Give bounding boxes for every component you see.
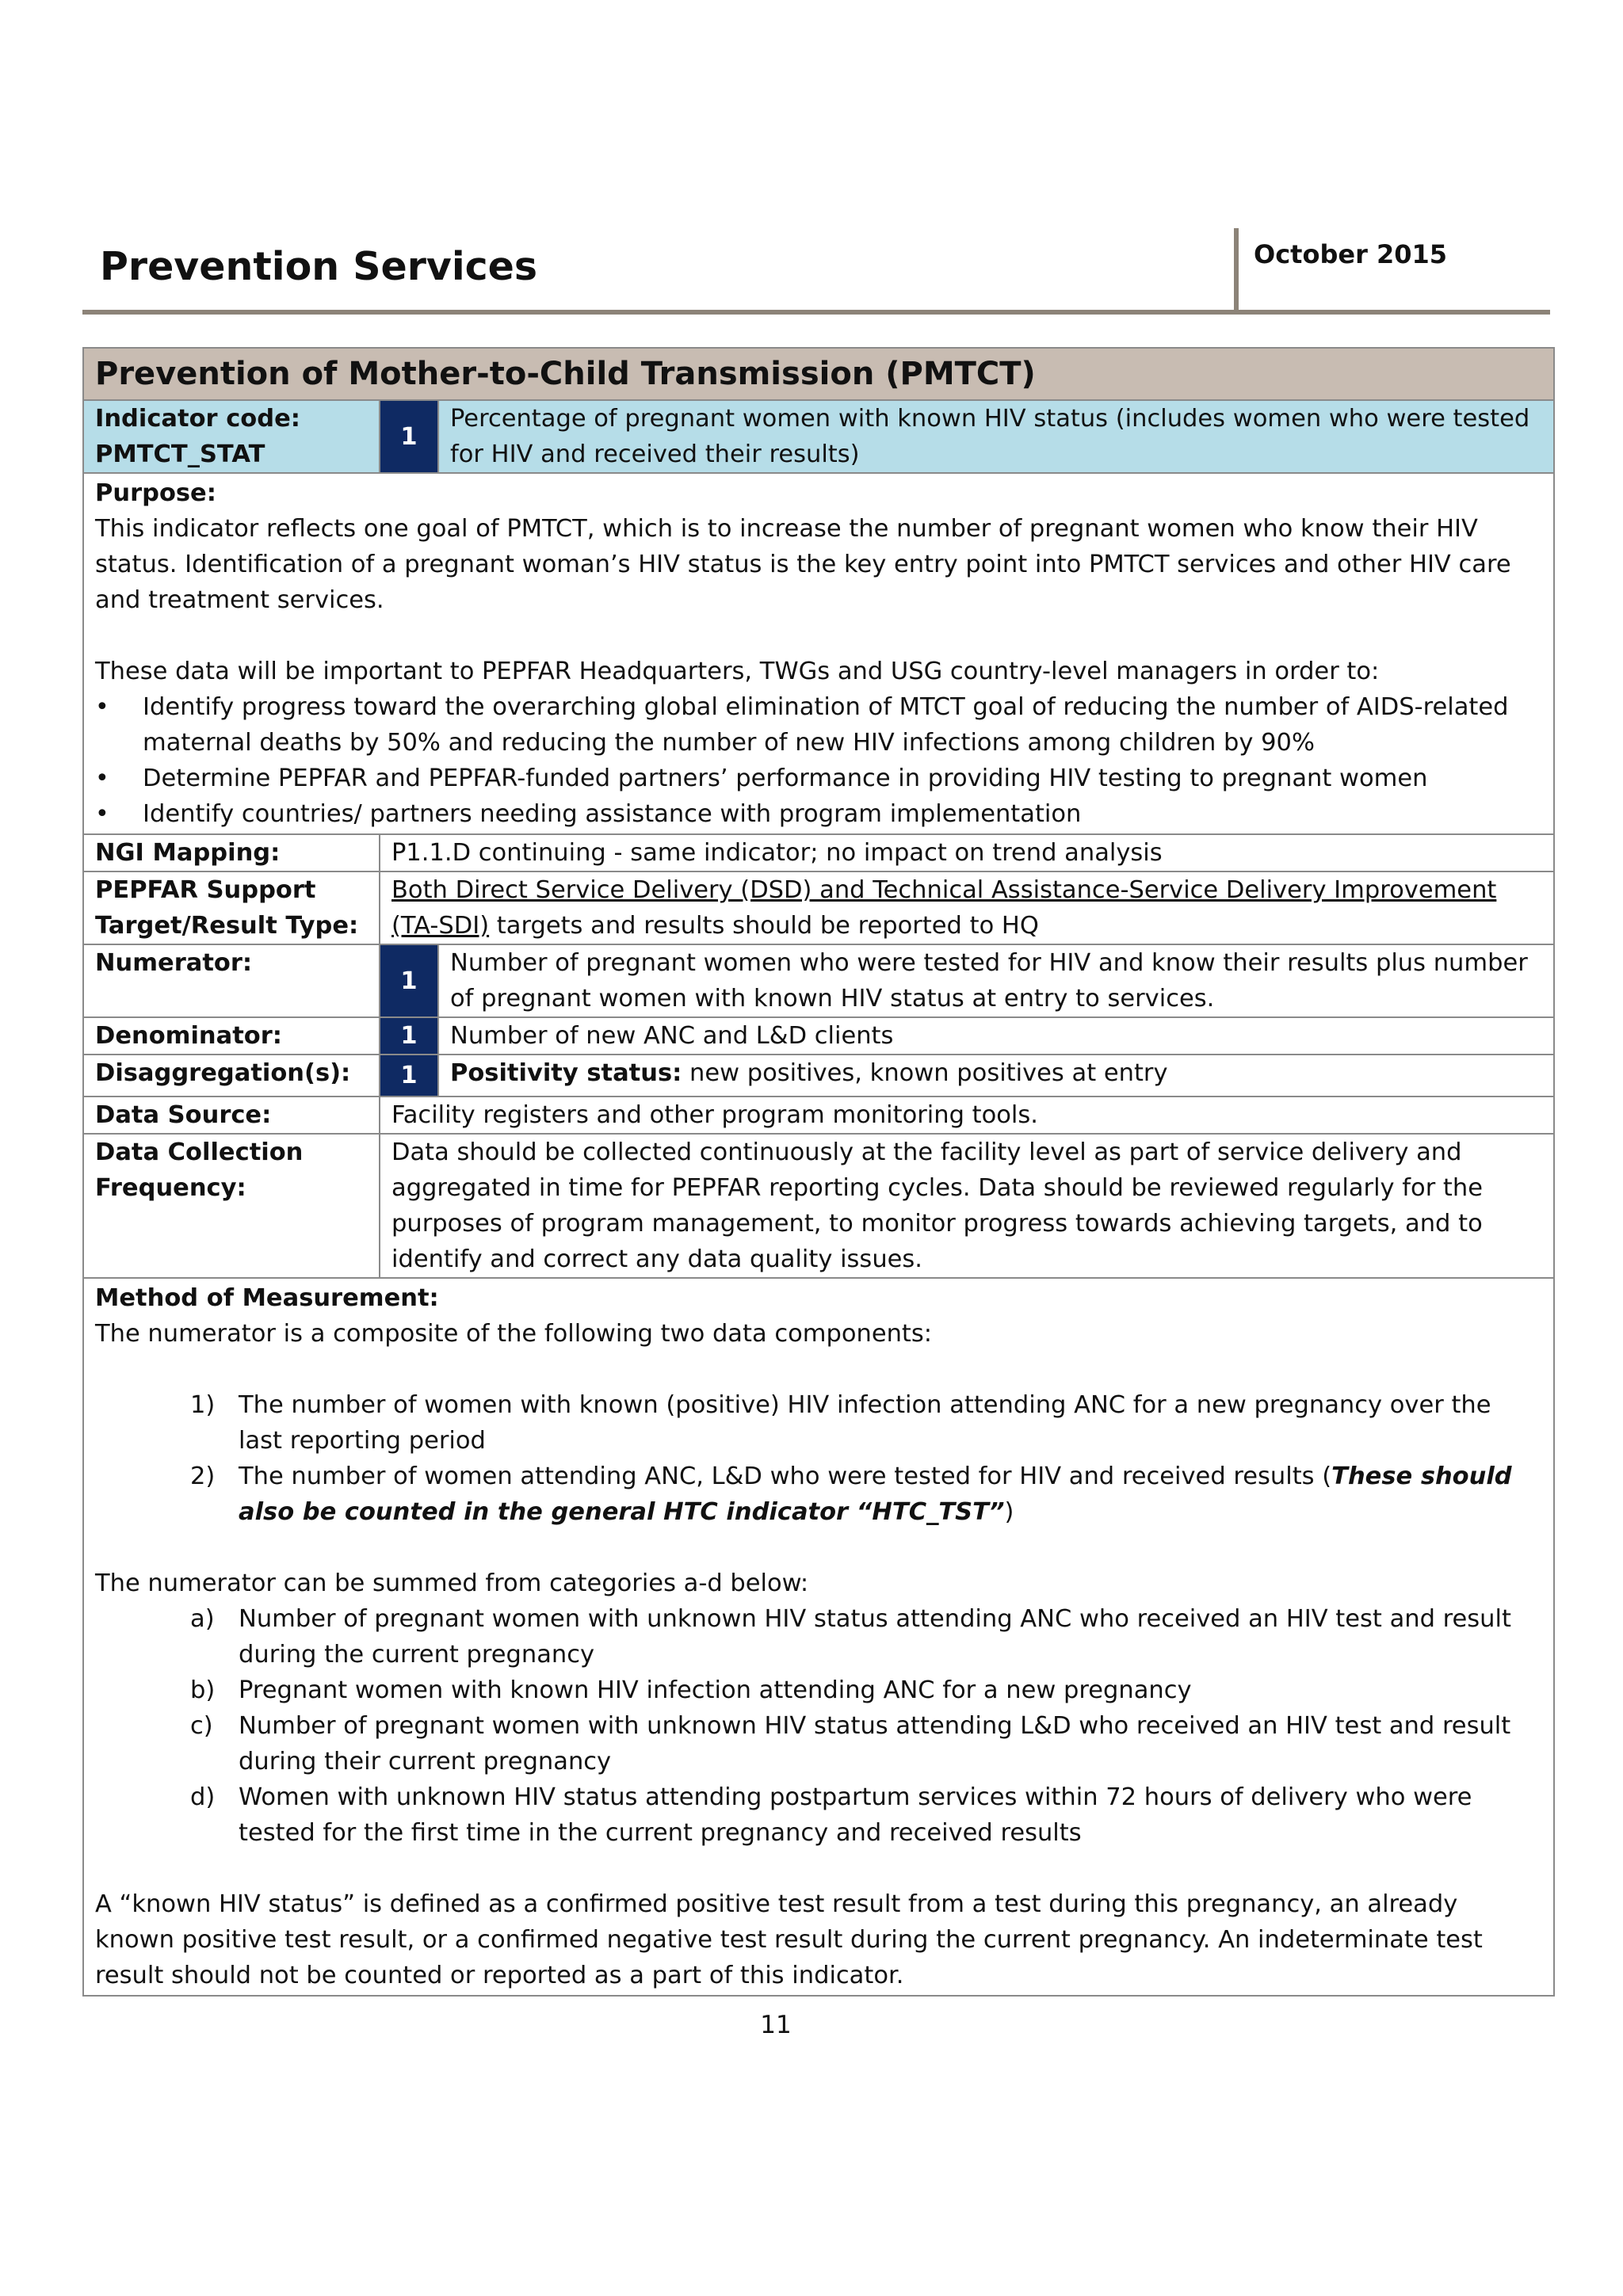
section-title: Prevention of Mother-to-Child Transmission (PMTCT): [83, 348, 1554, 400]
support-underlined-text: Both Direct Service Delivery (DSD) and Technical Assistance-Service Delivery Improvement (TA-SDI): [391, 876, 1497, 940]
data-source-value: Facility registers and other program monitoring tools.: [380, 1097, 1554, 1134]
list-item: [95, 1601, 1542, 1672]
method-intro: The numerator is a composite of the following two data components:: [95, 1320, 933, 1348]
method-cell: [83, 1278, 1554, 1996]
list-item-text: Number of pregnant women with unknown HIV status attending L&D who received an HIV test and result during their current pregnancy: [239, 1712, 1511, 1775]
numerator-badge: 1: [380, 944, 438, 1017]
spacer: [95, 1352, 1542, 1387]
support-row: [83, 871, 1554, 944]
list-marker: b): [190, 1676, 216, 1704]
indicator-code: PMTCT_STAT: [95, 441, 265, 468]
method-label: Method of Measurement:: [95, 1284, 439, 1312]
denominator-label: Denominator:: [83, 1017, 380, 1055]
disaggregation-rest-text: new positives, known positives at entry: [682, 1059, 1168, 1087]
list-item: [95, 1459, 1542, 1530]
purpose-paragraph-1: This indicator reflects one goal of PMTCT, which is to increase the number of pregnant women who know their HIV status. Identification of a pregnant woman’s HIV status is the key entry point into PMTCT services and other HIV care and treatment services.: [95, 515, 1511, 614]
purpose-cell: [83, 473, 1554, 834]
page-header: [82, 228, 1550, 315]
list-item-text: The number of women with known (positive) HIV infection attending ANC for a new pregnancy over the last reporting period: [239, 1391, 1491, 1455]
denominator-row: [83, 1017, 1554, 1055]
spacer: [95, 618, 1542, 654]
numerator-value: Number of pregnant women who were tested for HIV and know their results plus number of pregnant women with known HIV status at entry to services.: [438, 944, 1554, 1017]
page-number: 11: [760, 2011, 792, 2039]
indicator-badge: 1: [380, 400, 438, 473]
ngi-value: P1.1.D continuing - same indicator; no impact on trend analysis: [380, 834, 1554, 871]
list-item: [95, 1708, 1542, 1779]
list-item-tail: ): [1004, 1498, 1014, 1526]
list-marker: c): [190, 1712, 213, 1740]
purpose-row: [83, 473, 1554, 834]
frequency-value: Data should be collected continuously at the facility level as part of service delivery and aggregated in time for PEPFAR reporting cycles. Data should be reviewed regularly for the purposes of program management, to monitor progress towards achieving targets, and to identify and correct any data quality issues.: [380, 1134, 1554, 1278]
disaggregation-bold-text: Positivity status:: [450, 1059, 682, 1087]
indicator-label-cell: [83, 400, 380, 473]
numerator-label: Numerator:: [83, 944, 380, 1017]
list-item-text: Pregnant women with known HIV infection attending ANC for a new pregnancy: [239, 1676, 1192, 1704]
section-header-row: [83, 348, 1554, 400]
page-title: Prevention Services: [100, 244, 538, 289]
list-item: • Determine PEPFAR and PEPFAR-funded partners’ performance in providing HIV testing to pregnant women: [95, 761, 1542, 796]
component-list: [95, 1387, 1542, 1530]
purpose-label: Purpose:: [95, 479, 216, 507]
disaggregation-label: Disaggregation(s):: [83, 1055, 380, 1097]
support-label: PEPFAR Support Target/Result Type:: [83, 871, 380, 944]
spacer: [95, 1530, 1542, 1566]
sum-intro: The numerator can be summed from categories a-d below:: [95, 1569, 809, 1597]
disaggregation-badge: 1: [380, 1055, 438, 1097]
list-marker: a): [190, 1605, 215, 1633]
purpose-paragraph-2: These data will be important to PEPFAR Headquarters, TWGs and USG country-level managers in order to:: [95, 658, 1380, 685]
frequency-row: [83, 1134, 1554, 1278]
numerator-row: [83, 944, 1554, 1017]
frequency-label: Data Collection Frequency:: [83, 1134, 380, 1278]
list-item-text: Women with unknown HIV status attending postpartum services within 72 hours of delivery who were tested for the first time in the current pregnancy and received results: [239, 1783, 1472, 1847]
data-source-label: Data Source:: [83, 1097, 380, 1134]
list-item-text: The number of women attending ANC, L&D who were tested for HIV and received results (: [239, 1463, 1332, 1490]
list-item-emphasis: These should also be counted in the general HTC indicator “HTC_TST”: [239, 1463, 1512, 1526]
support-value: [380, 871, 1554, 944]
data-source-row: [83, 1097, 1554, 1134]
list-marker: d): [190, 1783, 216, 1811]
category-list: [95, 1601, 1542, 1851]
method-row: [83, 1278, 1554, 1996]
denominator-value: Number of new ANC and L&D clients: [438, 1017, 1554, 1055]
list-item-text: Number of pregnant women with unknown HIV status attending ANC who received an HIV test and result during the current pregnancy: [239, 1605, 1511, 1669]
list-item: • Identify countries/ partners needing assistance with program implementation: [95, 796, 1542, 832]
list-marker: 1): [190, 1391, 216, 1419]
disaggregation-value: [438, 1055, 1554, 1097]
indicator-description: Percentage of pregnant women with known HIV status (includes women who were tested for HIV and received their results): [438, 400, 1554, 473]
known-status-definition: A “known HIV status” is defined as a confirmed positive test result from a test during this pregnancy, an already known positive test result, or a confirmed negative test result during the current pregnancy. An indeterminate test result should not be counted or reported as a part of this indicator.: [95, 1890, 1483, 1989]
ngi-label: NGI Mapping:: [83, 834, 380, 871]
indicator-label: Indicator code:: [95, 405, 300, 433]
purpose-bullet-list: [95, 689, 1542, 832]
support-rest-text: targets and results should be reported to HQ: [489, 912, 1039, 940]
header-divider: [1234, 228, 1239, 310]
denominator-badge: 1: [380, 1017, 438, 1055]
indicator-table: [82, 347, 1555, 1997]
header-date: October 2015: [1254, 239, 1448, 269]
spacer: [95, 1851, 1542, 1886]
list-item: • Identify progress toward the overarching global elimination of MTCT goal of reducing the number of AIDS-related maternal deaths by 50% and reducing the number of new HIV infections among children by 90%: [95, 689, 1542, 761]
list-marker: 2): [190, 1463, 216, 1490]
list-item: [95, 1387, 1542, 1459]
list-item: [95, 1672, 1542, 1708]
disaggregation-row: [83, 1055, 1554, 1097]
list-item: [95, 1779, 1542, 1851]
ngi-row: [83, 834, 1554, 871]
indicator-row: [83, 400, 1554, 473]
